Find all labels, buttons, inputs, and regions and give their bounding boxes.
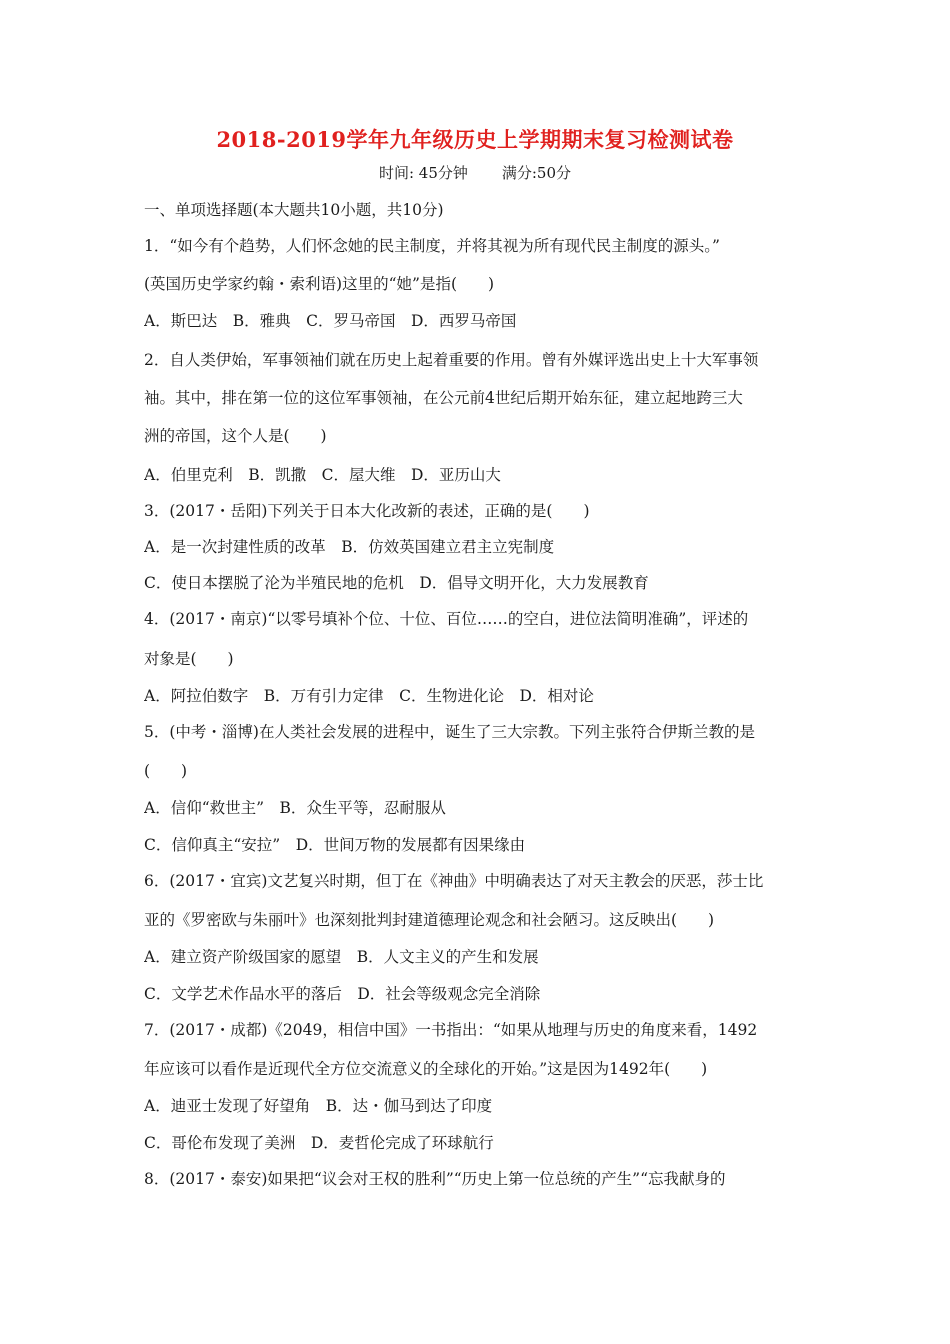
option-line: C．信仰真主“安拉” D．世间万物的发展都有因果缘由 <box>144 836 526 854</box>
option-line: A．建立资产阶级国家的愿望 B．人文主义的产生和发展 <box>144 948 539 966</box>
score-label: 满分:50分 <box>501 164 572 182</box>
time-label: 时间: 45分钟 <box>378 164 468 182</box>
option-line: A．信仰“救世主” B．众生平等，忍耐服从 <box>144 799 446 817</box>
option-line: C．文学艺术作品水平的落后 D．社会等级观念完全消除 <box>144 985 541 1003</box>
question-line: 2．自人类伊始，军事领袖们就在历史上起着重要的作用。曾有外媒评选出史上十大军事领 <box>144 351 759 369</box>
option-line: A．是一次封建性质的改革 B．仿效英国建立君主立宪制度 <box>144 538 555 556</box>
section-heading: 一、单项选择题(本大题共10小题，共10分) <box>144 201 444 219</box>
option-line: A．斯巴达 B．雅典 C．罗马帝国 D．西罗马帝国 <box>144 312 517 330</box>
question-line: 亚的《罗密欧与朱丽叶》也深刻批判封建道德理论观念和社会陋习。这反映出( ) <box>144 911 715 929</box>
exam-meta <box>0 162 950 183</box>
question-line: 5．(中考・淄博)在人类社会发展的进程中，诞生了三大宗教。下列主张符合伊斯兰教的是 <box>144 723 755 741</box>
exam-title: 2018-2019学年九年级历史上学期期末复习检测试卷 <box>216 127 734 152</box>
option-line: A．伯里克利 B．凯撒 C．屋大维 D．亚历山大 <box>144 466 501 484</box>
question-line: 洲的帝国，这个人是( ) <box>144 427 327 445</box>
question-line: 8．(2017・泰安)如果把“议会对王权的胜利”“历史上第一位总统的产生”“忘我献身的 <box>144 1170 726 1188</box>
question-line: 6．(2017・宜宾)文艺复兴时期，但丁在《神曲》中明确表达了对天主教会的厌恶，莎士比 <box>144 872 764 890</box>
question-line: 袖。其中，排在第一位的这位军事领袖，在公元前4世纪后期开始东征，建立起地跨三大 <box>144 389 743 407</box>
question-line: 4．(2017・南京)“以零号填补个位、十位、百位……的空白，进位法简明准确”，评述的 <box>144 610 749 628</box>
option-line: C．使日本摆脱了沦为半殖民地的危机 D．倡导文明开化，大力发展教育 <box>144 574 649 592</box>
option-line: A．阿拉伯数字 B．万有引力定律 C．生物进化论 D．相对论 <box>144 687 594 705</box>
question-line: 3．(2017・岳阳)下列关于日本大化改新的表述，正确的是( ) <box>144 502 590 520</box>
option-line: C．哥伦布发现了美洲 D．麦哲伦完成了环球航行 <box>144 1134 494 1152</box>
question-line: 7．(2017・成都)《2049，相信中国》一书指出：“如果从地理与历史的角度来看，1492 <box>144 1021 758 1039</box>
question-line: 对象是( ) <box>144 650 234 668</box>
option-line: A．迪亚士发现了好望角 B．达・伽马到达了印度 <box>144 1097 493 1115</box>
question-line: 1．“如今有个趋势，人们怀念她的民主制度，并将其视为所有现代民主制度的源头。” <box>144 237 720 255</box>
question-line: ( ) <box>144 762 188 780</box>
question-line: (英国历史学家约翰・索利语)这里的“她”是指( ) <box>144 275 495 293</box>
question-line: 年应该可以看作是近现代全方位交流意义的全球化的开始。”这是因为1492年( ) <box>144 1060 708 1078</box>
